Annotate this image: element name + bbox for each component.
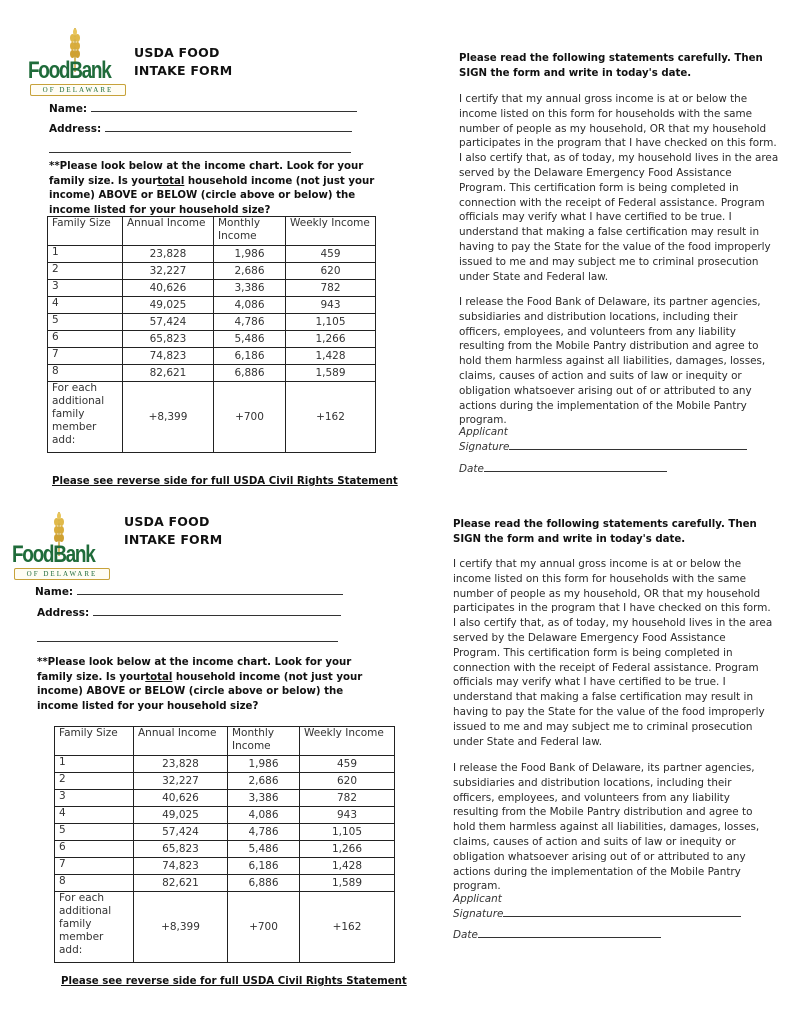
income-instructions: **Please look below at the income chart. Look for your family size. Is yourtotal household income (not just your income) ABOVE or BELOW (circle above or below) the income listed for your household size? bbox=[37, 657, 363, 712]
income-chart-table bbox=[54, 726, 395, 963]
name-input-line[interactable] bbox=[77, 584, 343, 595]
table-row: 4 49,025 4,086 943 bbox=[48, 297, 376, 314]
release-paragraph: I release the Food Bank of Delaware, its partner agencies, subsidiaries and distribution locations, including their officers, employees, and volunteers from any liability resulting from the Mobile Pantry distribution and agree to hold them harmless against all liabilities, damages, losses, claims, causes of action and suits of law or inequity or obligation whatsoever arising out of or attributed to any actions during the implementation of the Mobile Pantry program. bbox=[459, 296, 766, 427]
table-row: 3 40,626 3,386 782 bbox=[55, 790, 395, 807]
certification-paragraph: I certify that my annual gross income is at or below the income listed on this form for households with the same number of people as my household, OR that my household participates in the program that I have checked on this form. I also certify that, as of today, my household lives in the area served by the Delaware Emergency Food Assistance Program. This certification form is being completed in connection with the receipt of Federal assistance. Program officials may verify what I have certified to be true. I understand that making a false certification may result in having to pay the State for the value of the food improperly issued to me and may subject me to criminal prosecution under State and Federal law. bbox=[459, 93, 779, 283]
table-row: 5 57,424 4,786 1,105 bbox=[55, 824, 395, 841]
table-row: 1 23,828 1,986 459 bbox=[48, 246, 376, 263]
header-monthly-income: Monthly Income bbox=[228, 727, 300, 756]
certification-paragraph: I certify that my annual gross income is at or below the income listed on this form for households with the same number of people as my household, OR that my household participates in the program that I have checked on this form. I also certify that, as of today, my household lives in the area served by the Delaware Emergency Food Assistance Program. This certification form is being completed in connection with the receipt of Federal assistance. Program officials may verify what I have certified to be true. I understand that making a false certification may result in having to pay the State for the value of the food improperly issued to me and may subject me to criminal prosecution under State and Federal law. bbox=[453, 558, 773, 748]
table-row-additional-member: For each additional family member add: +8,399 +700 +162 bbox=[48, 382, 376, 453]
address-input-line[interactable] bbox=[105, 121, 352, 132]
statement-heading: Please read the following statements carefully. Then SIGN the form and write in today's date. bbox=[459, 53, 763, 79]
logo-badge: OF DELAWARE bbox=[14, 568, 110, 580]
release-paragraph: I release the Food Bank of Delaware, its partner agencies, subsidiaries and distribution locations, including their officers, employees, and volunteers from any liability resulting from the Mobile Pantry distribution and agree to hold them harmless against all liabilities, damages, losses, claims, causes of action and suits of law or inequity or obligation whatsoever arising out of or attributed to any actions during the implementation of the Mobile Pantry program. bbox=[453, 762, 760, 893]
table-row: 3 40,626 3,386 782 bbox=[48, 280, 376, 297]
address-input-line[interactable] bbox=[93, 605, 341, 616]
header-annual-income: Annual Income bbox=[134, 727, 228, 756]
address-field[interactable]: Address: bbox=[37, 605, 341, 619]
form-title: USDA FOOD INTAKE FORM bbox=[124, 514, 223, 547]
address-line-2[interactable] bbox=[49, 152, 351, 153]
name-field[interactable]: Name: bbox=[49, 101, 357, 115]
table-row-additional-member: For each additional family member add: +8,399 +700 +162 bbox=[55, 892, 395, 963]
signature-field[interactable]: Applicant Signature bbox=[453, 892, 741, 921]
name-input-line[interactable] bbox=[91, 101, 357, 112]
name-field[interactable]: Name: bbox=[35, 584, 343, 598]
date-input-line[interactable] bbox=[484, 461, 667, 472]
table-row: 2 32,227 2,686 620 bbox=[55, 773, 395, 790]
food-bank-logo bbox=[12, 512, 112, 580]
table-row: 1 23,828 1,986 459 bbox=[55, 756, 395, 773]
table-header-row bbox=[48, 217, 376, 246]
civil-rights-notice: Please see reverse side for full USDA Civil Rights Statement bbox=[52, 476, 398, 487]
table-row: 2 32,227 2,686 620 bbox=[48, 263, 376, 280]
signature-input-line[interactable] bbox=[509, 439, 747, 450]
table-row: 8 82,621 6,886 1,589 bbox=[55, 875, 395, 892]
signature-field[interactable]: Applicant Signature bbox=[459, 425, 747, 454]
address-line-2[interactable] bbox=[37, 641, 338, 642]
food-bank-logo bbox=[28, 28, 128, 96]
table-header-row bbox=[55, 727, 395, 756]
table-row: 4 49,025 4,086 943 bbox=[55, 807, 395, 824]
table-row: 8 82,621 6,886 1,589 bbox=[48, 365, 376, 382]
header-weekly-income: Weekly Income bbox=[286, 217, 376, 246]
income-chart-table bbox=[47, 216, 376, 453]
address-field[interactable]: Address: bbox=[49, 121, 352, 135]
date-field[interactable]: Date bbox=[453, 927, 661, 942]
header-family-size: Family Size bbox=[55, 727, 134, 756]
header-weekly-income: Weekly Income bbox=[300, 727, 395, 756]
header-annual-income: Annual Income bbox=[123, 217, 214, 246]
income-instructions: **Please look below at the income chart. Look for your family size. Is yourtotal household income (not just your income) ABOVE or BELOW (circle above or below) the income listed for your household size? bbox=[49, 161, 375, 216]
table-row: 7 74,823 6,186 1,428 bbox=[55, 858, 395, 875]
table-row: 7 74,823 6,186 1,428 bbox=[48, 348, 376, 365]
table-row: 5 57,424 4,786 1,105 bbox=[48, 314, 376, 331]
table-row: 6 65,823 5,486 1,266 bbox=[55, 841, 395, 858]
header-monthly-income: Monthly Income bbox=[214, 217, 286, 246]
date-input-line[interactable] bbox=[478, 927, 661, 938]
civil-rights-notice: Please see reverse side for full USDA Civil Rights Statement bbox=[61, 976, 407, 987]
logo-badge: OF DELAWARE bbox=[30, 84, 126, 96]
logo-wordmark: FoodBank bbox=[12, 542, 95, 569]
form-title: USDA FOOD INTAKE FORM bbox=[134, 45, 233, 78]
date-field[interactable]: Date bbox=[459, 461, 667, 476]
logo-wordmark: FoodBank bbox=[28, 58, 111, 85]
signature-input-line[interactable] bbox=[503, 906, 741, 917]
statement-heading: Please read the following statements carefully. Then SIGN the form and write in today's date. bbox=[453, 519, 757, 545]
table-row: 6 65,823 5,486 1,266 bbox=[48, 331, 376, 348]
header-family-size: Family Size bbox=[48, 217, 123, 246]
